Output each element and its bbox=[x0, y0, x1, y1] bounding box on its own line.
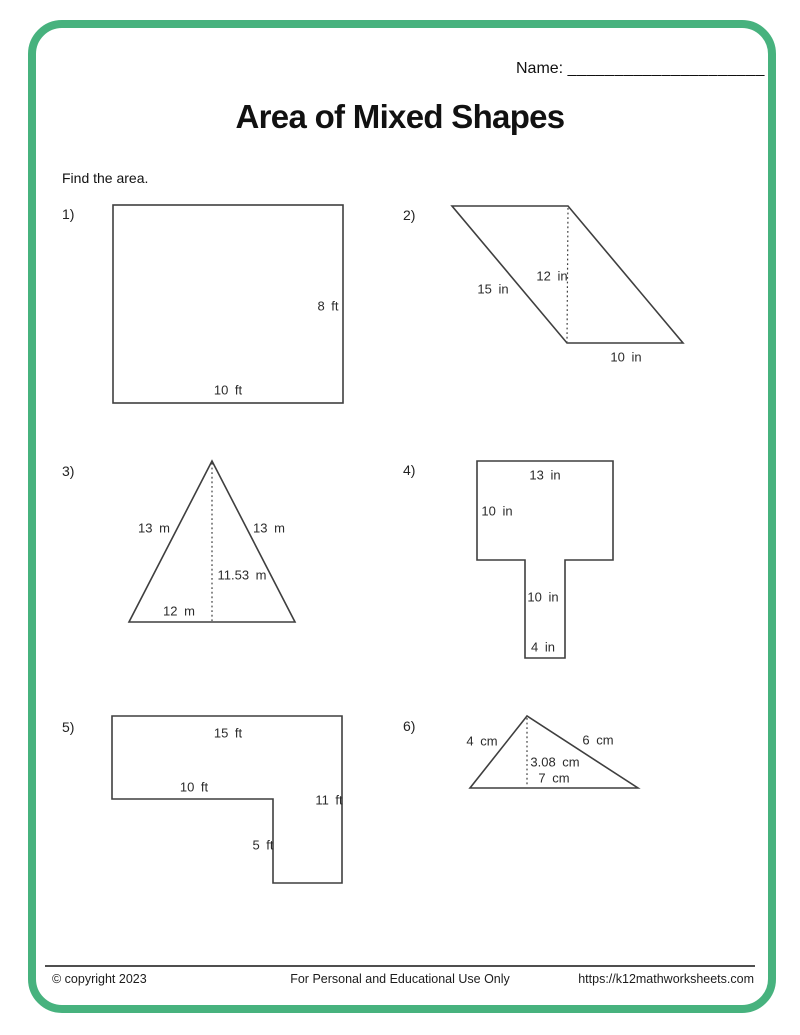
p6-height-label: 3.08 cm bbox=[530, 754, 580, 770]
p3-right-side-label: 13 m bbox=[253, 520, 285, 536]
p5-right-label: 11 ft bbox=[315, 792, 343, 808]
p3-height-label: 11.53 m bbox=[217, 567, 267, 583]
problem-4-number: 4) bbox=[403, 462, 416, 478]
problem-3-number: 3) bbox=[62, 463, 75, 479]
footer-copyright: © copyright 2023 bbox=[52, 972, 147, 986]
problem-1-number: 1) bbox=[62, 206, 75, 222]
name-blank-field[interactable]: _____________________ bbox=[567, 60, 765, 77]
problem-6-number: 6) bbox=[403, 718, 416, 734]
t-shape bbox=[477, 461, 613, 658]
p5-top-label: 15 ft bbox=[213, 725, 243, 741]
instruction-text: Find the area. bbox=[62, 170, 149, 186]
problem-2-number: 2) bbox=[403, 207, 416, 223]
p4-stem-label: 10 in bbox=[527, 589, 559, 605]
p6-base-label: 7 cm bbox=[538, 770, 570, 786]
p3-left-side-label: 13 m bbox=[138, 520, 170, 536]
p4-stem-base-label: 4 in bbox=[531, 639, 555, 655]
footer-website-link[interactable]: https://k12mathworksheets.com bbox=[578, 972, 754, 986]
name-label: Name: bbox=[516, 60, 564, 77]
p5-inner-width-label: 10 ft bbox=[179, 779, 209, 795]
p2-height-label: 12 in bbox=[536, 268, 568, 284]
footer-usage-text: For Personal and Educational Use Only bbox=[290, 972, 510, 986]
p5-inner-height-label: 5 ft bbox=[252, 837, 274, 853]
p1-height-label: 8 ft bbox=[317, 298, 339, 314]
p2-side-label: 15 in bbox=[477, 281, 509, 297]
p6-right-side-label: 6 cm bbox=[582, 732, 614, 748]
p6-left-side-label: 4 cm bbox=[466, 733, 498, 749]
p3-base-label: 12 m bbox=[163, 603, 195, 619]
p2-base-label: 10 in bbox=[610, 349, 642, 365]
l-shape bbox=[112, 716, 342, 883]
p1-base-label: 10 ft bbox=[213, 382, 243, 398]
problem-5-number: 5) bbox=[62, 719, 75, 735]
p4-left-label: 10 in bbox=[481, 503, 513, 519]
page-title: Area of Mixed Shapes bbox=[235, 98, 565, 135]
footer-divider bbox=[45, 965, 755, 967]
rectangle-shape bbox=[113, 205, 343, 403]
p4-top-label: 13 in bbox=[529, 467, 561, 483]
